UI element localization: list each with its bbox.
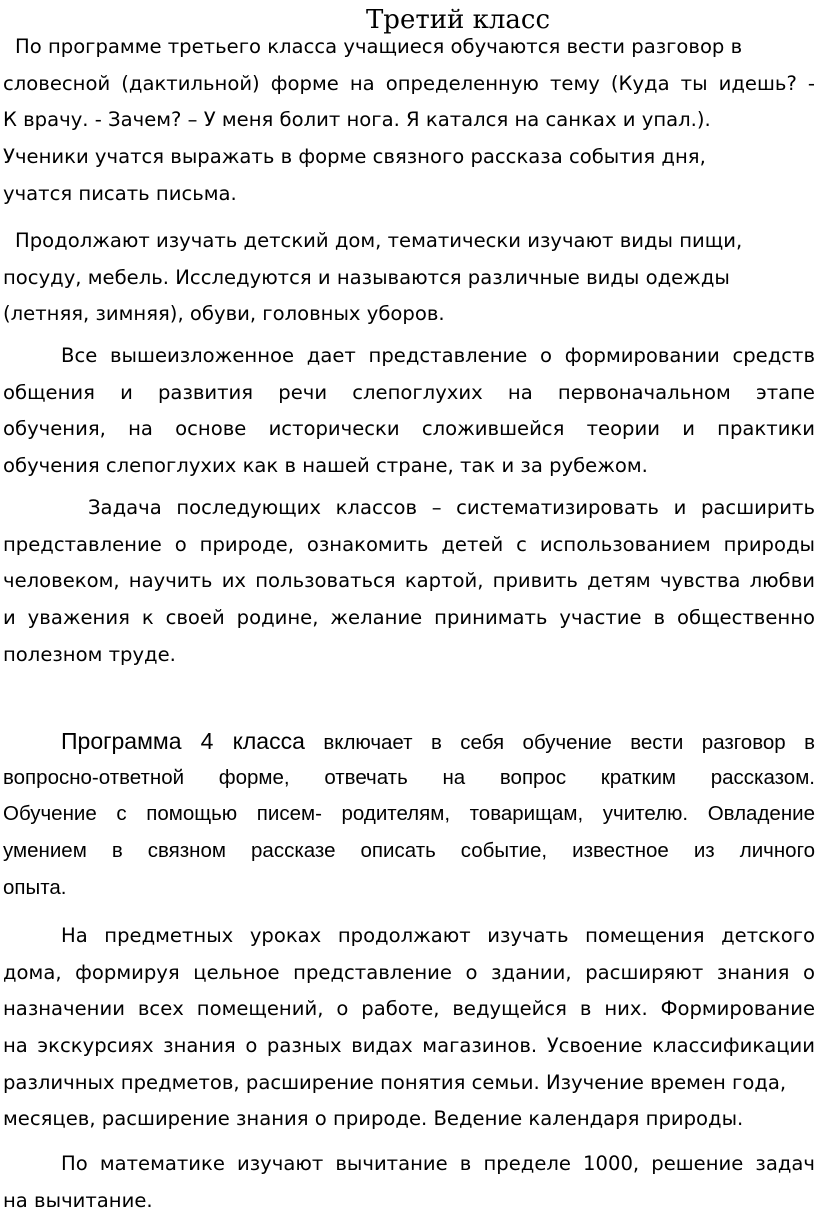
fourth-grade-heading: Программа 4 класса: [61, 728, 305, 754]
text-line: дома, формируя цельное представление о здании, расширяют знания о: [3, 960, 815, 984]
text-line: По математике изучают вычитание в пределе 1000, решение задач: [61, 1152, 815, 1175]
text-line: Задача последующих классов – систематизировать и расширить: [88, 496, 815, 519]
text-line: представление о природе, ознакомить детей с использованием природы: [3, 532, 815, 556]
text-line: назначении всех помещений, о работе, ведущейся в них. Формирование: [3, 997, 815, 1021]
text-line: умением в связном рассказе описать событие, известное из личного: [3, 839, 815, 863]
text-line: Все вышеизложенное дает представление о формировании средств: [61, 344, 815, 367]
text-line: учатся писать письма.: [3, 181, 237, 205]
paragraph-third-grade-program: [3, 29, 815, 212]
text-line: различных предметов, расширение понятия семьи. Изучение времен года,: [3, 1070, 787, 1094]
text-line: [3, 723, 815, 760]
text-line: месяцев, расширение знания о природе. Ведение календаря природы.: [3, 1107, 744, 1131]
paragraph-math: [3, 1146, 815, 1219]
text-line: На предметных уроках продолжают изучать помещения детского: [61, 924, 815, 947]
paragraph-subject-lessons: [3, 918, 815, 1138]
text-line: вопросно-ответной форме, отвечать на вопрос кратким рассказом.: [3, 765, 815, 789]
paragraph-fourth-grade-program: [3, 723, 815, 906]
text-line: (летняя, зимняя), обуви, головных уборов.: [3, 302, 445, 326]
text-line-fragment: включает в себя обучение вести разговор в: [323, 731, 815, 754]
text-line: полезном труде.: [3, 642, 176, 666]
page-title: Третий класс: [365, 5, 551, 35]
text-line: словесной (дактильной) форме на определенную тему (Куда ты идешь? -: [3, 71, 815, 95]
text-line: По программе третьего класса учащиеся обучаются вести разговор в: [15, 35, 743, 58]
paragraph-children-home: [3, 223, 815, 333]
text-line: обучения, на основе исторически сложившейся теории и практики: [3, 417, 815, 441]
text-line: Ученики учатся выражать в форме связного рассказа события дня,: [3, 145, 706, 169]
text-line: посуду, мебель. Исследуются и называются различные виды одежды: [3, 265, 730, 289]
text-line: обучения слепоглухих как в нашей стране, так и за рубежом.: [3, 454, 648, 478]
text-line: К врачу. - Зачем? – У меня болит нога. Я катался на санках и упал.).: [3, 108, 711, 132]
text-line: общения и развития речи слепоглухих на первоначальном этапе: [3, 380, 815, 404]
text-line: человеком, научить их пользоваться картой, привить детям чувства любви: [3, 569, 815, 593]
text-line: и уважения к своей родине, желание принимать участие в общественно: [3, 606, 815, 630]
paragraph-next-grades-task: [3, 490, 815, 673]
paragraph-summary: [3, 338, 815, 485]
text-line: на экскурсиях знания о разных видах магазинов. Усвоение классификации: [3, 1034, 815, 1058]
text-line: опыта.: [3, 875, 67, 899]
text-line: на вычитание.: [3, 1188, 153, 1212]
text-line: Продолжают изучать детский дом, тематически изучают виды пищи,: [15, 229, 743, 252]
text-line: Обучение с помощью писем- родителям, товарищам, учителю. Овладение: [3, 802, 815, 826]
